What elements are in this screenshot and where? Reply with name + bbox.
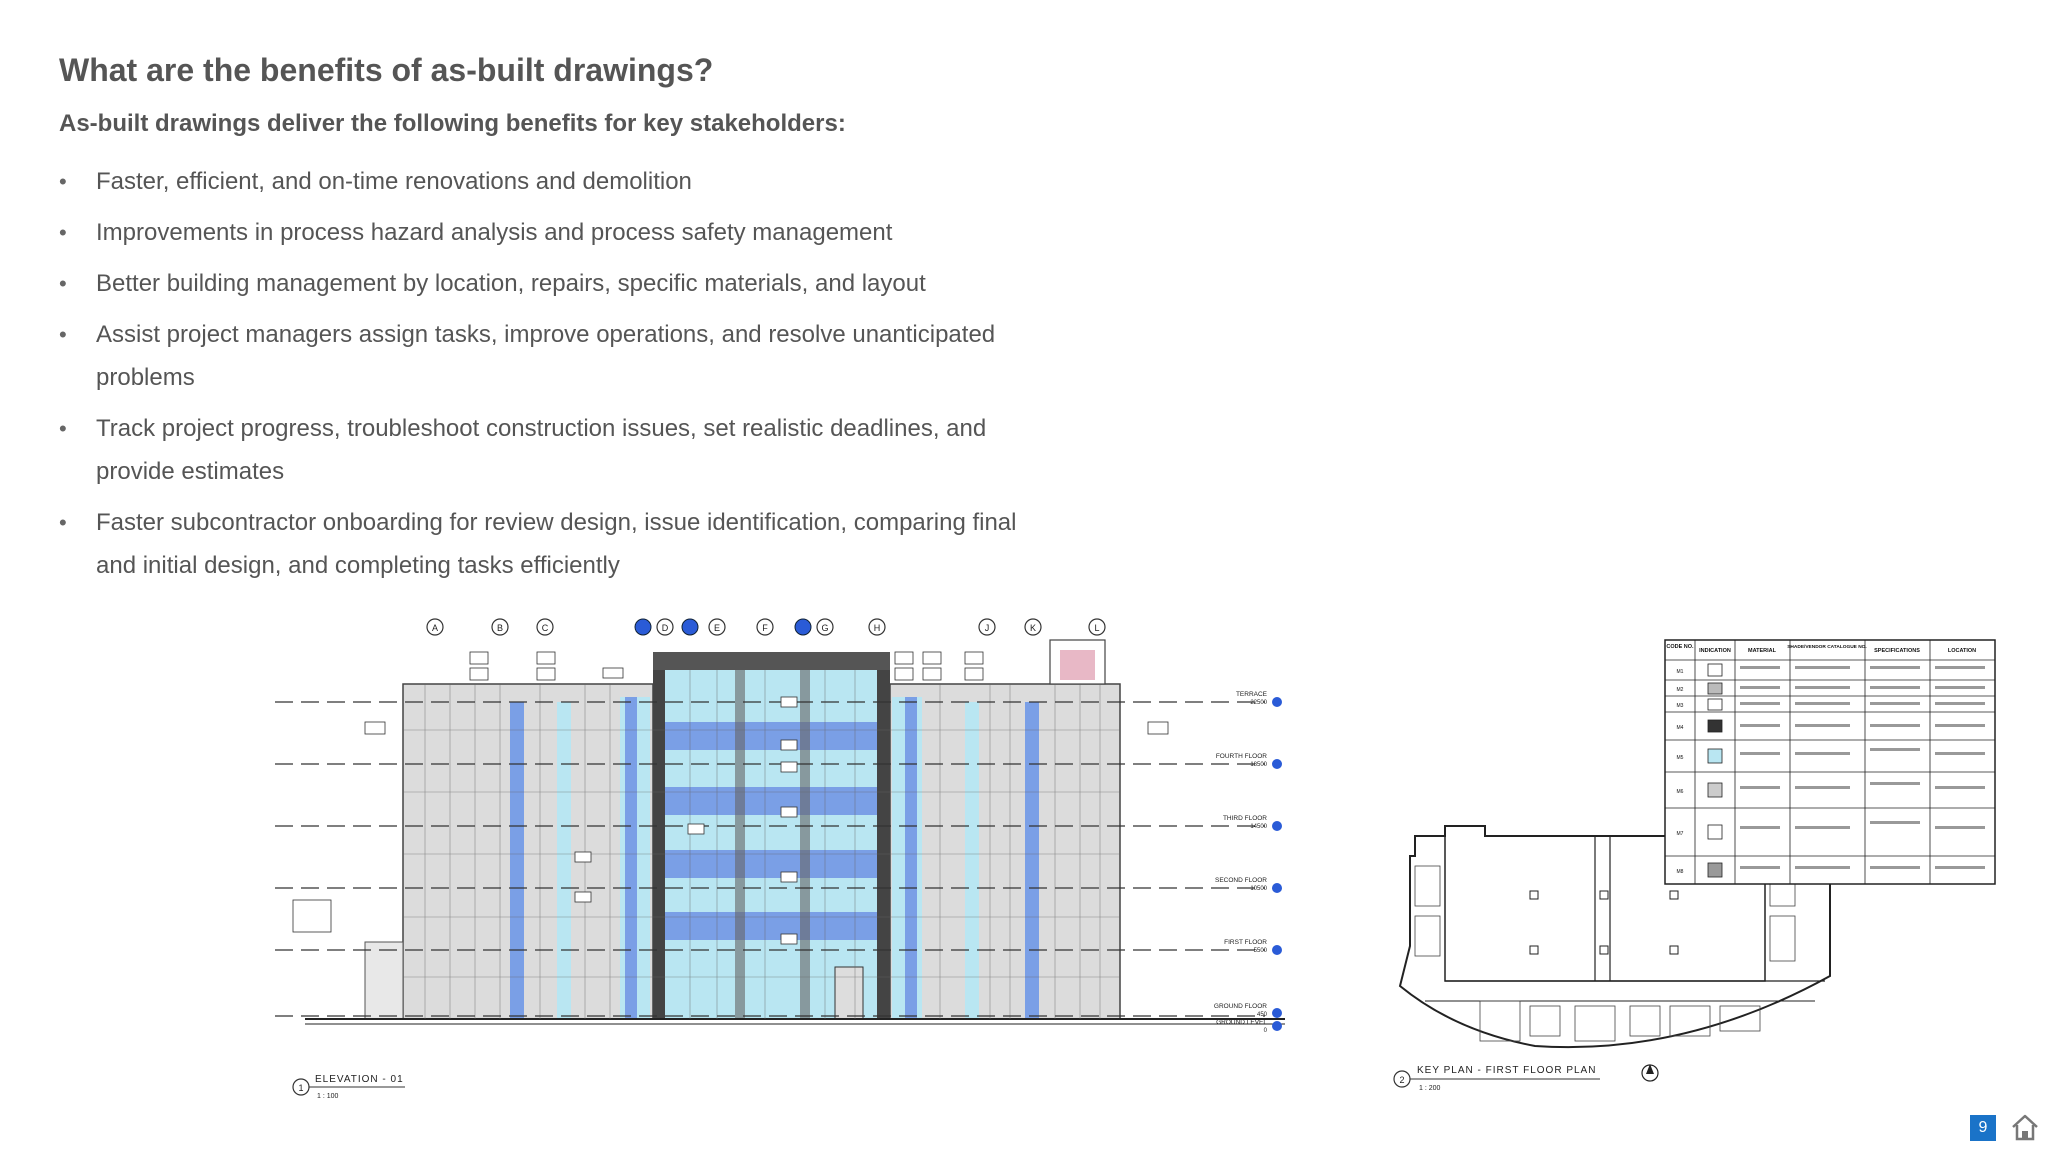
grid-label-l: L [1094,623,1100,633]
list-item-text: Assist project managers assign tasks, improve operations, and resolve unanticipated problems [96,321,996,391]
level-second [1215,877,1282,893]
legend-header: LOCATION [1947,648,1977,654]
grid-label-d: D [661,623,669,633]
key-plan-scale: 1 : 200 [1419,1085,1441,1092]
slide-subtitle: As-built drawings deliver the following benefits for key stakeholders: [59,110,846,137]
grid-bubble-e [709,619,725,635]
grid-bubble-g [817,619,833,635]
level-name: GROUND FLOOR [1213,1003,1267,1010]
level-first [1224,939,1282,955]
bullet-icon: • [59,510,67,535]
elevation-scale: 1 : 100 [317,1093,339,1100]
level-value: 450 [1256,1012,1267,1018]
list-item-text: Faster, efficient, and on-time renovations and demolition [96,168,692,195]
bullet-icon: • [59,169,67,194]
slide-title: What are the benefits of as-built drawings? [59,52,714,88]
elevation-number: 1 [298,1083,304,1093]
grid-label-e: E [713,623,721,633]
legend-header: INDICATION [1699,648,1731,654]
section-marker-icon [635,619,651,635]
grid-bubbles [427,619,1105,635]
key-plan-title-block [1394,1065,1600,1092]
legend-code: M1 [1676,669,1684,675]
level-third [1223,815,1282,831]
legend-code: M8 [1676,869,1684,875]
legend-code: M3 [1676,703,1684,709]
level-value: 18500 [1250,762,1267,768]
grid-bubble-k [1025,619,1041,635]
level-name: FOURTH FLOOR [1215,753,1267,760]
legend-header: MATERIAL [1747,648,1777,654]
level-value: 14500 [1250,824,1267,830]
level-terrace [1236,691,1282,707]
grid-label-h: H [873,623,881,633]
list-item [59,501,1019,587]
grid-label-a: A [431,623,439,633]
level-name: SECOND FLOOR [1214,877,1267,884]
page-number: 9 [1970,1115,1996,1141]
legend-code: M6 [1676,789,1684,795]
list-item-text: Improvements in process hazard analysis and process safety management [96,219,893,246]
grid-bubble-a [427,619,443,635]
grid-label-c: C [541,623,549,633]
list-item [59,211,1019,254]
bullet-icon: • [59,220,67,245]
grid-label-g: G [821,623,829,633]
list-item [59,262,1019,305]
grid-label-k: K [1029,623,1037,633]
grid-label-j: J [984,623,990,633]
grid-bubble-d [657,619,673,635]
level-marker-icon [1272,1008,1282,1018]
list-item [59,407,1019,493]
legend-code: M4 [1676,725,1684,731]
level-name: GROUND LEVEL [1216,1019,1267,1026]
north-arrow-icon [1642,1064,1658,1081]
list-item [59,160,1019,203]
legend-table [1665,640,1995,884]
grid-label-b: B [496,623,504,633]
grid-bubble-j [979,619,995,635]
grid-bubble-h [869,619,885,635]
legend-code: M2 [1676,687,1684,693]
legend-code: M7 [1676,831,1684,837]
list-item-text: Faster subcontractor onboarding for review design, issue identification, comparing final and initial design, and completing tasks efficiently [96,509,1017,579]
benefits-list [59,160,1019,595]
level-marker-icon [1272,697,1282,707]
level-name: FIRST FLOOR [1224,939,1267,946]
elevation-title: ELEVATION - 01 [315,1074,404,1085]
level-marker-icon [1272,945,1282,955]
key-plan-number: 2 [1399,1075,1405,1085]
legend-header: SPECIFICATIONS [1874,648,1920,654]
level-value: 5500 [1253,948,1267,954]
level-value: 22500 [1250,700,1267,706]
grid-bubble-f [757,619,773,635]
grid-label-f: F [762,623,768,633]
level-value: 10500 [1250,886,1267,892]
list-item [59,313,1019,399]
level-marker-icon [1272,883,1282,893]
key-plan-title: KEY PLAN - FIRST FLOOR PLAN [1417,1065,1597,1076]
section-marker-icon [682,619,698,635]
level-marker-icon [1272,821,1282,831]
legend-header: CODE NO. [1666,644,1694,650]
elevation-drawing [265,612,1360,1102]
level-fourth [1216,753,1282,769]
level-markers [1214,691,1282,1034]
elevation-title-block [293,1074,405,1100]
level-marker-icon [1272,759,1282,769]
grid-bubble-l [1089,619,1105,635]
list-item-text: Better building management by location, repairs, specific materials, and layout [96,270,926,297]
level-ground-level [1216,1019,1282,1034]
level-name: TERRACE [1235,691,1267,698]
level-value: 0 [1263,1028,1267,1034]
bullet-icon: • [59,322,67,347]
key-plan-drawing [1385,636,1997,1106]
list-item-text: Track project progress, troubleshoot construction issues, set realistic deadlines, and provide estimates [96,415,987,485]
level-marker-icon [1272,1021,1282,1031]
grid-bubble-b [492,619,508,635]
bullet-icon: • [59,416,67,441]
legend-header: SHADE/VENDOR CATALOGUE NO. [1787,645,1867,650]
legend-code: M5 [1676,755,1684,761]
grid-bubble-c [537,619,553,635]
section-marker-icon [795,619,811,635]
home-icon[interactable] [2010,1112,2040,1142]
level-name: THIRD FLOOR [1222,815,1267,822]
bullet-icon: • [59,271,67,296]
